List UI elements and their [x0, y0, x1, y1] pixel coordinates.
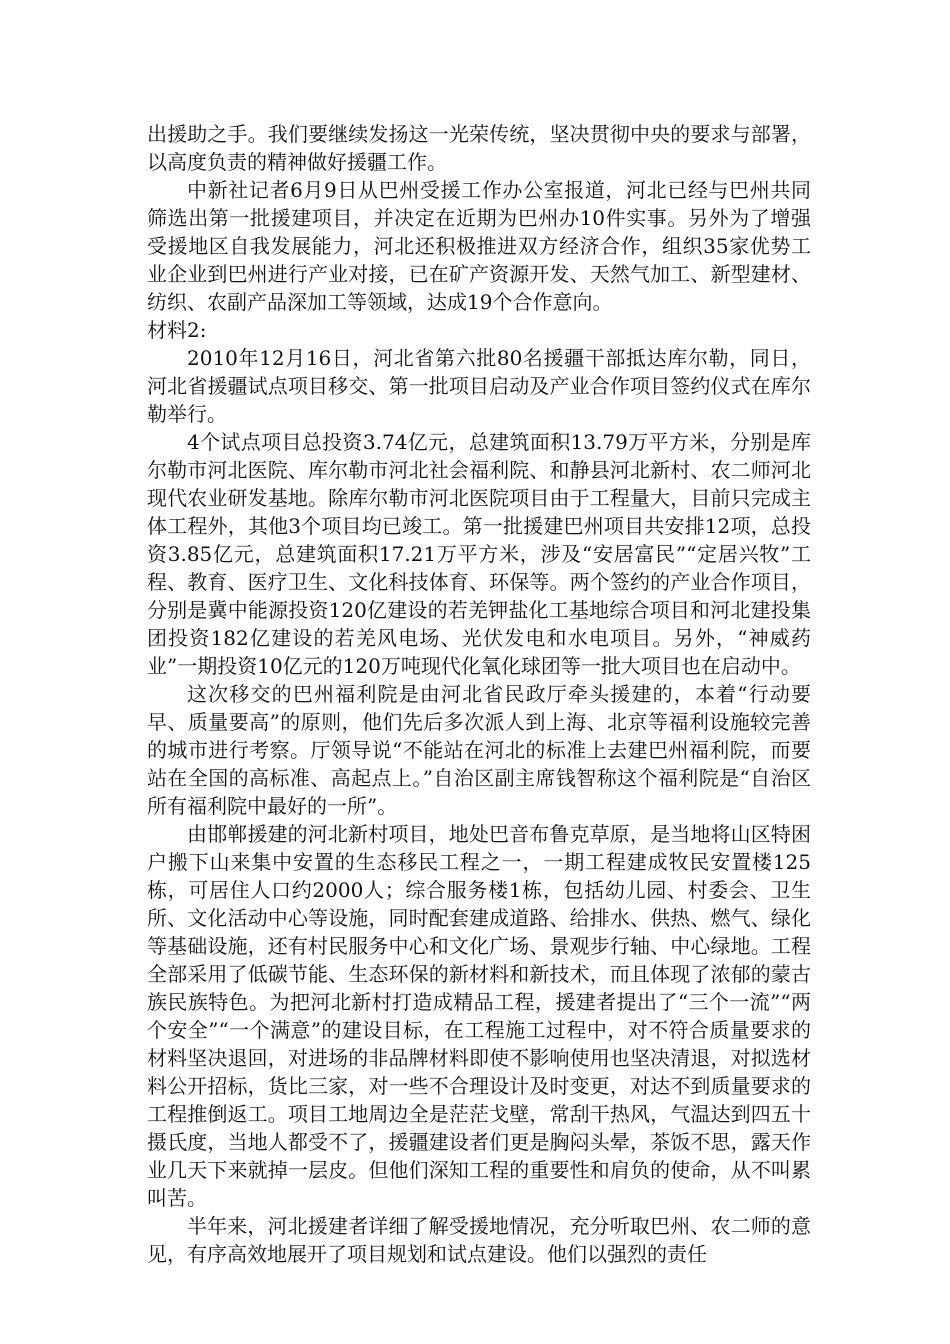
paragraph-welfare-home: 这次移交的巴州福利院是由河北省民政厅牵头援建的，本着“行动要早、质量要高”的原则，他们先后多次派人到上海、北京等福利设施较完善的城市进行考察。厅领导说“不能站在河北的标准上去建巴州福利院，而要站在全国的高标准、高起点上。”自治区副主席钱智称这个福利院是“自治区所有福利院中最好的一所”。 — [147, 682, 811, 818]
document-body — [147, 120, 811, 1268]
paragraph-chinanews-report: 中新社记者6月9日从巴州受援工作办公室报道，河北已经与巴州共同筛选出第一批援建项目，并决定在近期为巴州办10件实事。另外为了增强受援地区自我发展能力，河北还积极推进双方经济合作，组织35家优势工业企业到巴州进行产业对接，已在矿产资源开发、天然气加工、新型建材、纺织、农副产品深加工等领域，达成19个合作意向。 — [147, 178, 811, 314]
paragraph-half-year-summary: 半年来，河北援建者详细了解受援地情况，充分听取巴州、农二师的意见，有序高效地展开了项目规划和试点建设。他们以强烈的责任 — [147, 1214, 811, 1266]
paragraph-cadres-arrival: 2010年12月16日，河北省第六批80名援疆干部抵达库尔勒，同日，河北省援疆试点项目移交、第一批项目启动及产业合作项目签约仪式在库尔勒举行。 — [147, 346, 811, 426]
material-2-heading: 材料2: — [147, 318, 207, 342]
paragraph-intro-continuation: 出援助之手。我们要继续发扬这一光荣传统，坚决贯彻中央的要求与部署，以高度负责的精神做好援疆工作。 — [147, 122, 811, 174]
paragraph-pilot-projects: 4个试点项目总投资3.74亿元，总建筑面积13.79万平方米，分别是库尔勒市河北医院、库尔勒市河北社会福利院、和静县河北新村、农二师河北现代农业研发基地。除库尔勒市河北医院项目由于工程量大，目前只完成主体工程外，其他3个项目均已竣工。第一批援建巴州项目共安排12项，总投资3.85亿元，总建筑面积17.21万平方米，涉及“安居富民”“定居兴牧”工程、教育、医疗卫生、文化科技体育、环保等。两个签约的产业合作项目，分别是冀中能源投资120亿建设的若羌钾盐化工基地综合项目和河北建投集团投资182亿建设的若羌风电场、光伏发电和水电项目。另外，“神威药业”一期投资10亿元的120万吨现代化氧化球团等一批大项目也在启动中。 — [147, 430, 811, 678]
paragraph-hebei-new-village: 由邯郸援建的河北新村项目，地处巴音布鲁克草原，是当地将山区特困户搬下山来集中安置的生态移民工程之一，一期工程建成牧民安置楼125栋，可居住人口约2000人；综合服务楼1栋，包括幼儿园、村委会、卫生所、文化活动中心等设施，同时配套建成道路、给排水、供热、燃气、绿化等基础设施，还有村民服务中心和文化广场、景观步行轴、中心绿地。工程全部采用了低碳节能、生态环保的新材料和新技术，而且体现了浓郁的蒙古族民族特色。为把河北新村打造成精品工程，援建者提出了“三个一流”“两个安全”“一个满意”的建设目标，在工程施工过程中，对不符合质量要求的材料坚决退回，对进场的非品牌材料即使不影响使用也坚决清退，对拟选材料公开招标，货比三家，对一些不合理设计及时变更，对达不到质量要求的工程推倒返工。项目工地周边全是茫茫戈壁，常刮干热风，气温达到四五十摄氏度，当地人都受不了，援疆建设者们更是胸闷头晕，茶饭不思，露天作业几天下来就掉一层皮。但他们深知工程的重要性和肩负的使命，从不叫累叫苦。 — [147, 822, 811, 1210]
